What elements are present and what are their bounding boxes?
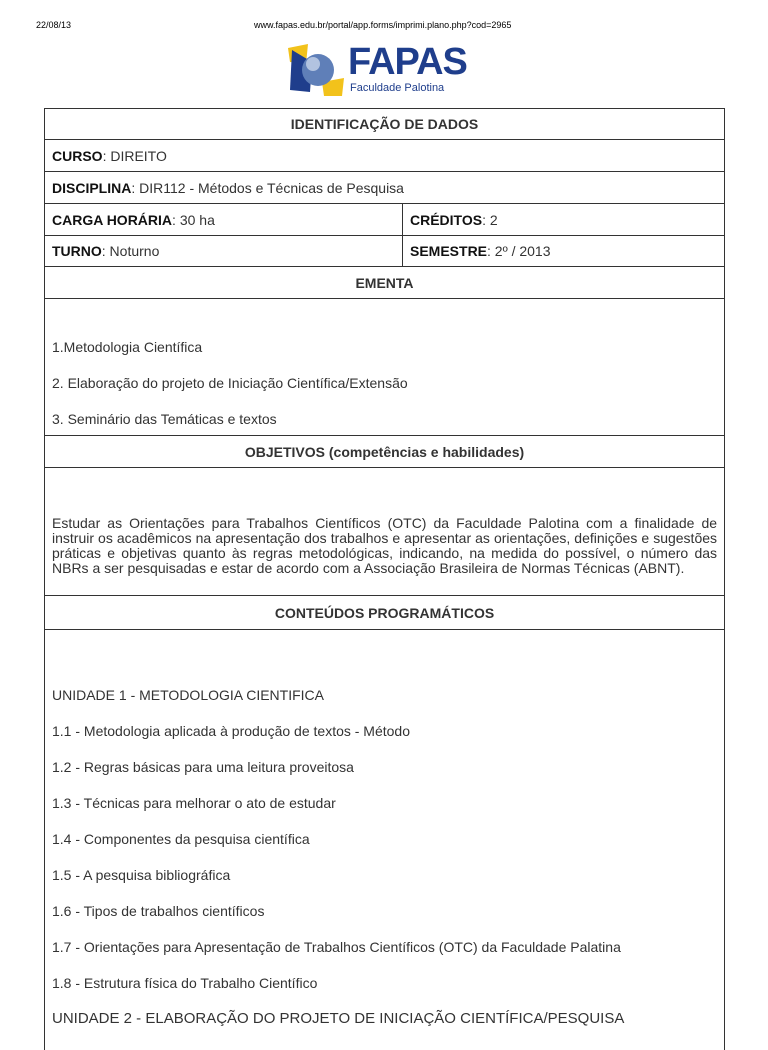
section-identificacao: IDENTIFICAÇÃO DE DADOS	[45, 109, 725, 140]
logo-wordmark: FAPAS	[348, 42, 467, 82]
disciplina-label: DISCIPLINA	[52, 180, 131, 196]
print-date: 22/08/13	[36, 20, 71, 30]
section-conteudos: CONTEÚDOS PROGRAMÁTICOS	[45, 596, 725, 630]
disciplina-value: : DIR112 - Métodos e Técnicas de Pesquisa	[131, 180, 404, 196]
conteudo-item: 1.4 - Componentes da pesquisa científica	[52, 829, 717, 849]
section-objetivos: OBJETIVOS (competências e habilidades)	[45, 436, 725, 468]
conteudo-item: 1.3 - Técnicas para melhorar o ato de estudar	[52, 793, 717, 813]
carga-value: : 30 ha	[172, 212, 215, 228]
plano-table	[44, 108, 725, 1050]
curso-value: : DIREITO	[103, 148, 167, 164]
curso-label: CURSO	[52, 148, 103, 164]
conteudo-item: 1.5 - A pesquisa bibliográfica	[52, 865, 717, 885]
field-semestre	[403, 236, 725, 267]
carga-label: CARGA HORÁRIA	[52, 212, 172, 228]
field-carga	[45, 204, 403, 236]
field-disciplina	[45, 172, 725, 204]
conteudo-item: 1.6 - Tipos de trabalhos científicos	[52, 901, 717, 921]
conteudos-block	[45, 630, 725, 1050]
semestre-label: SEMESTRE	[410, 243, 487, 259]
ementa-block	[45, 299, 725, 436]
section-ementa: EMENTA	[45, 267, 725, 299]
conteudo-item: 1.1 - Metodologia aplicada à produção de textos - Método	[52, 721, 717, 741]
creditos-value: : 2	[482, 212, 498, 228]
ementa-item: 3. Seminário das Temáticas e textos	[52, 409, 717, 429]
print-header	[0, 0, 768, 40]
field-creditos	[403, 204, 725, 236]
ementa-item: 1.Metodologia Científica	[52, 337, 717, 357]
conteudo-item: 1.8 - Estrutura física do Trabalho Científico	[52, 973, 717, 993]
fapas-logo	[286, 40, 486, 102]
turno-label: TURNO	[52, 243, 102, 259]
semestre-value: : 2º / 2013	[487, 243, 551, 259]
conteudo-item: UNIDADE 2 - ELABORAÇÃO DO PROJETO DE INICIAÇÃO CIENTÍFICA/PESQUISA	[52, 1009, 717, 1029]
conteudo-item: 1.7 - Orientações para Apresentação de Trabalhos Científicos (OTC) da Faculdade Palatina	[52, 937, 717, 957]
field-turno	[45, 236, 403, 267]
turno-value: : Noturno	[102, 243, 160, 259]
print-url: www.fapas.edu.br/portal/app.forms/imprimi.plano.php?cod=2965	[254, 20, 511, 30]
fapas-globe-icon	[286, 42, 346, 98]
objetivos-text: Estudar as Orientações para Trabalhos Científicos (OTC) da Faculdade Palotina com a finalidade de instruir os acadêmicos na apresentação dos trabalhos e apresentar as orientações, definições e sugestões práticas e objetivas quanto às regras metodológicas, indicando, na medida do possível, o número das NBRs a ser pesquisadas e estar de acordo com a Associação Brasileira de Normas Técnicas (ABNT).	[52, 516, 717, 576]
field-curso	[45, 140, 725, 172]
ementa-item: 2. Elaboração do projeto de Iniciação Científica/Extensão	[52, 373, 717, 393]
conteudo-item: 1.2 - Regras básicas para uma leitura proveitosa	[52, 757, 717, 777]
creditos-label: CRÉDITOS	[410, 212, 482, 228]
logo-subtitle: Faculdade Palotina	[350, 82, 444, 94]
conteudo-item: UNIDADE 1 - METODOLOGIA CIENTIFICA	[52, 685, 717, 705]
objetivos-block	[45, 468, 725, 596]
